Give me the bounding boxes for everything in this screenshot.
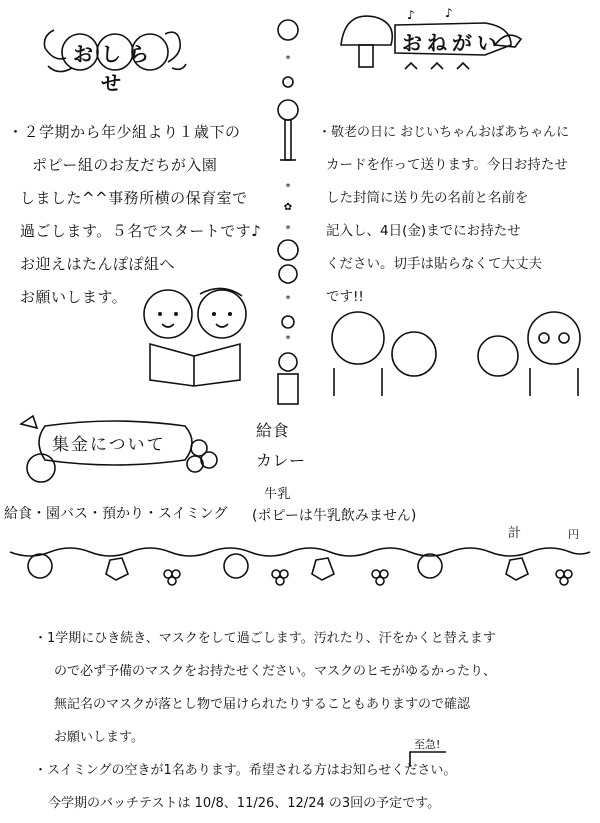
- bottom-line: ・1学期にひき続き、マスクをして過ごします。汚れたり、汗をかくと替えます: [34, 631, 496, 646]
- children-reading-illustration: [130, 282, 260, 387]
- animal-garland-border: [10, 540, 590, 590]
- notice-line: ・２学期から年少組より１歳下の: [8, 123, 241, 141]
- svg-text:*: *: [285, 224, 291, 235]
- total-label: 計: [508, 526, 522, 541]
- request-line: です!!: [326, 289, 364, 305]
- request-line: カードを作って送ります。今日お持たせ: [326, 157, 568, 173]
- annotation-bracket: [408, 748, 448, 768]
- bottom-line: 今学期のバッチテストは 10/8、11/26、12/24 の3回の予定です。: [48, 796, 441, 811]
- collection-side-item: 給食: [256, 421, 290, 440]
- notice-line: 過ごします。５名でスタートです♪: [20, 222, 262, 240]
- yen-label: 円: [568, 528, 579, 541]
- milk-note: (ポピーは牛乳飲みません): [252, 508, 417, 524]
- request-title: おねがい: [402, 31, 502, 55]
- svg-text:*: *: [285, 334, 291, 345]
- notice-line: お迎えはたんぽぽ組へ: [20, 255, 176, 273]
- svg-text:✿: ✿: [283, 202, 293, 213]
- urgent-annotation: 至急!: [414, 738, 441, 751]
- collection-title: 集金について: [52, 435, 166, 455]
- notice-line: お願いします。: [20, 288, 128, 306]
- center-divider: [268, 10, 308, 410]
- collection-side-item: 牛乳: [264, 487, 292, 502]
- request-line: 記入し、4日(金)までにお持たせ: [326, 223, 521, 239]
- notice-header: [40, 18, 190, 95]
- bottom-body: [22, 622, 496, 820]
- svg-text:♪: ♪: [445, 6, 453, 20]
- bottom-line: お願いします。: [54, 730, 144, 745]
- request-line: した封筒に送り先の名前と名前を: [326, 190, 529, 206]
- bottom-line: 無記名のマスクが落とし物で届けられたりすることもありますので確認: [54, 697, 471, 712]
- svg-text:♪: ♪: [407, 8, 415, 22]
- svg-text:*: *: [285, 182, 291, 193]
- bottom-line: ので必ず予備のマスクをお持たせください。マスクのヒモがゆるかったり、: [54, 664, 497, 679]
- request-line: ください。切手は貼らなくて大丈夫: [326, 256, 542, 272]
- request-line: ・敬老の日に おじいちゃんおばあちゃんに: [318, 125, 570, 140]
- notice-line: ポピー組のお友だちが入園: [32, 156, 218, 174]
- svg-text:*: *: [285, 294, 291, 305]
- notice-title: おしらせ: [73, 42, 157, 95]
- collection-items: 給食・園バス・預かり・スイミング: [4, 506, 228, 522]
- notice-line: しました^^事務所横の保育室で: [20, 189, 248, 207]
- svg-text:*: *: [285, 54, 291, 65]
- request-header: [335, 5, 525, 80]
- request-body: [318, 116, 569, 314]
- grandparents-illustration: [318, 298, 588, 398]
- animal-column-icon: [268, 10, 308, 410]
- bottom-line: ・スイミングの空きが1名あります。希望される方はお知らせください。: [34, 763, 457, 778]
- collection-side-item: カレー: [256, 451, 306, 470]
